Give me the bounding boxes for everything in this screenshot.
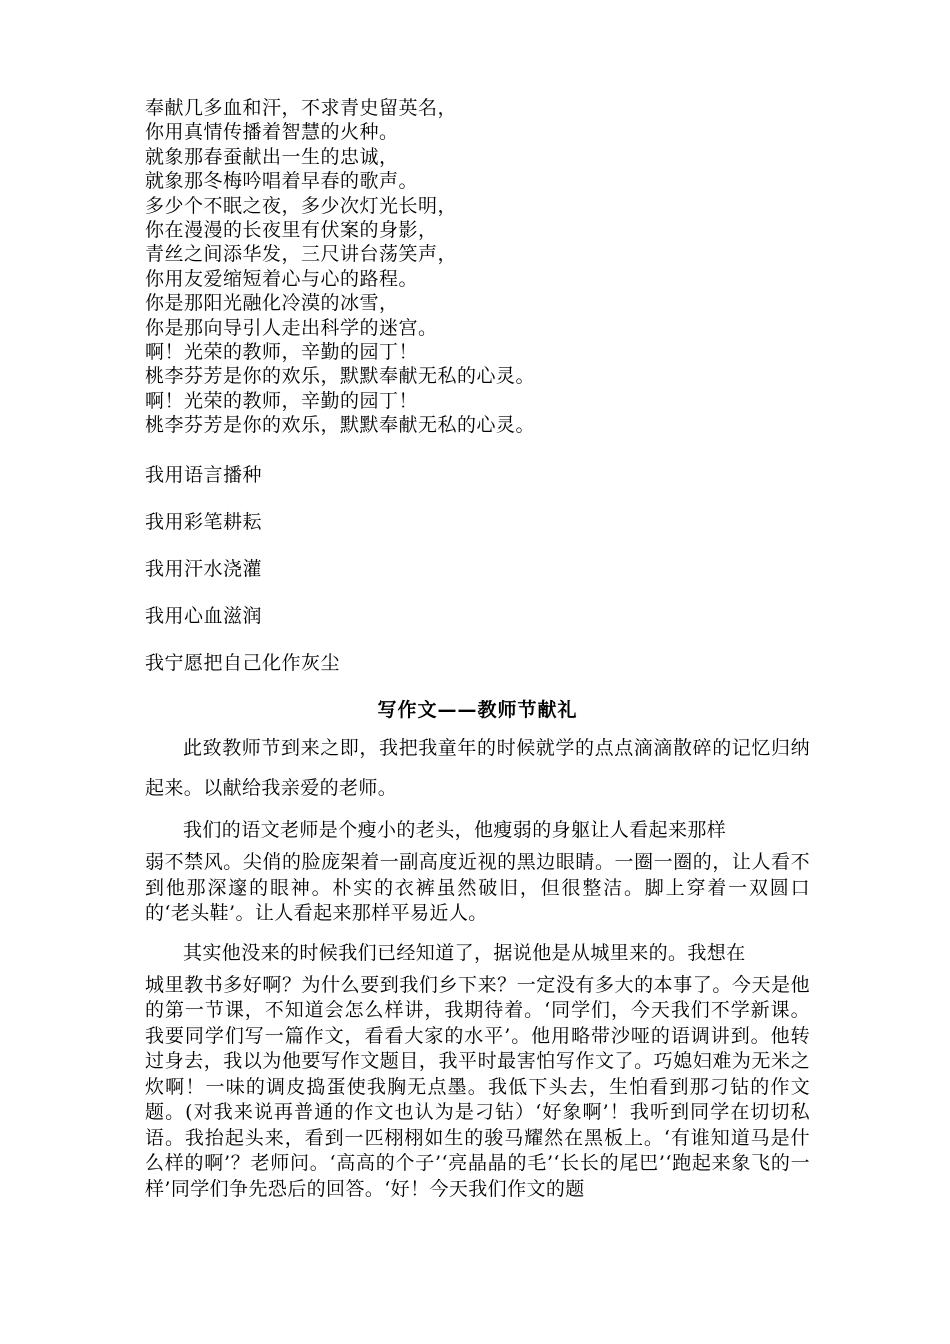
- article-paragraph-3: [145, 933, 810, 1203]
- short-lines: [145, 463, 810, 675]
- document-page: [145, 96, 810, 1202]
- poem-line: 你用真情传播着智慧的火种。: [145, 121, 399, 144]
- article-paragraph-1: 此致教师节到来之即，我把我童年的时候就学的点点滴滴散碎的记忆归纳起来。以献给我亲爱的老师。: [145, 737, 810, 800]
- paragraph-first-line: 我们的语文老师是个瘦小的老头，他瘦弱的身躯让人看起来那样: [183, 819, 727, 842]
- poem-line: 就象那冬梅吟唱着早春的歌声。: [145, 170, 419, 193]
- paragraph-first-line: 其实他没来的时候我们已经知道了，据说他是从城里来的。我想在: [183, 941, 746, 964]
- poem-line: 啊！光荣的教师，辛勤的园丁！: [145, 340, 419, 363]
- poem: [145, 96, 810, 437]
- poem-line: 青丝之间添华发，三尺讲台荡笑声，: [145, 243, 458, 266]
- article-title: 写作文——教师节献礼: [377, 699, 578, 722]
- short-line: 我宁愿把自己化作灰尘: [145, 652, 341, 675]
- poem-line: 啊！光荣的教师，辛勤的园丁！: [145, 389, 419, 412]
- article-paragraph-2: [145, 810, 810, 927]
- poem-line: 你是那向导引人走出科学的迷宫。: [145, 316, 438, 339]
- poem-line: 桃李芬芳是你的欢乐，默默奉献无私的心灵。: [145, 414, 536, 437]
- poem-line: 奉献几多血和汗，不求青史留英名，: [145, 97, 458, 119]
- poem-line: 你在漫漫的长夜里有伏案的身影，: [145, 218, 438, 241]
- short-line: 我用彩笔耕耘: [145, 511, 263, 534]
- short-line: 我用语言播种: [145, 464, 263, 487]
- poem-line: 桃李芬芳是你的欢乐，默默奉献无私的心灵。: [145, 365, 536, 388]
- poem-line: 你用友爱缩短着心与心的路程。: [145, 267, 419, 290]
- paragraph-body: 弱不禁风。尖俏的脸庞架着一副高度近视的黑边眼睛。一圈一圈的，让人看不到他那深邃的眼神。朴实的衣裤虽然破旧，但很整洁。脚上穿着一双圆口的‘老头鞋’。让人看起来那样平易近人。: [145, 851, 810, 925]
- short-line: 我用心血滋润: [145, 605, 263, 628]
- short-line: 我用汗水浇灌: [145, 558, 263, 581]
- poem-line: 就象那春蚕献出一生的忠诚，: [145, 145, 399, 168]
- paragraph-body: 城里教书多好啊？为什么要到我们乡下来？一定没有多大的本事了。今天是他的第一节课，不知道会怎么样讲，我期待着。‘同学们，今天我们不学新课。我要同学们写一篇作文，看看大家的水平’。他用略带沙哑的语调讲到。他转过身去，我以为他要写作文题目，我平时最害怕写作文了。巧媳妇难为无米之炊啊！一味的调皮捣蛋使我胸无点墨。我低下头去，生怕看到那刁钻的作文题。(对我来说再普通的作文也认为是刁钻）‘好象啊’！我听到同学在切切私语。我抬起头来，看到一匹栩栩如生的骏马耀然在黑板上。‘有谁知道马是什么样的啊’？老师问。‘高高的个子’‘亮晶晶的毛’‘长长的尾巴’‘跑起来象飞的一样’同学们争先恐后的回答。‘好！今天我们作文的题: [145, 973, 810, 1200]
- poem-line: 你是那阳光融化冷漠的冰雪，: [145, 292, 399, 315]
- poem-line: 多少个不眠之夜，多少次灯光长明，: [145, 194, 458, 217]
